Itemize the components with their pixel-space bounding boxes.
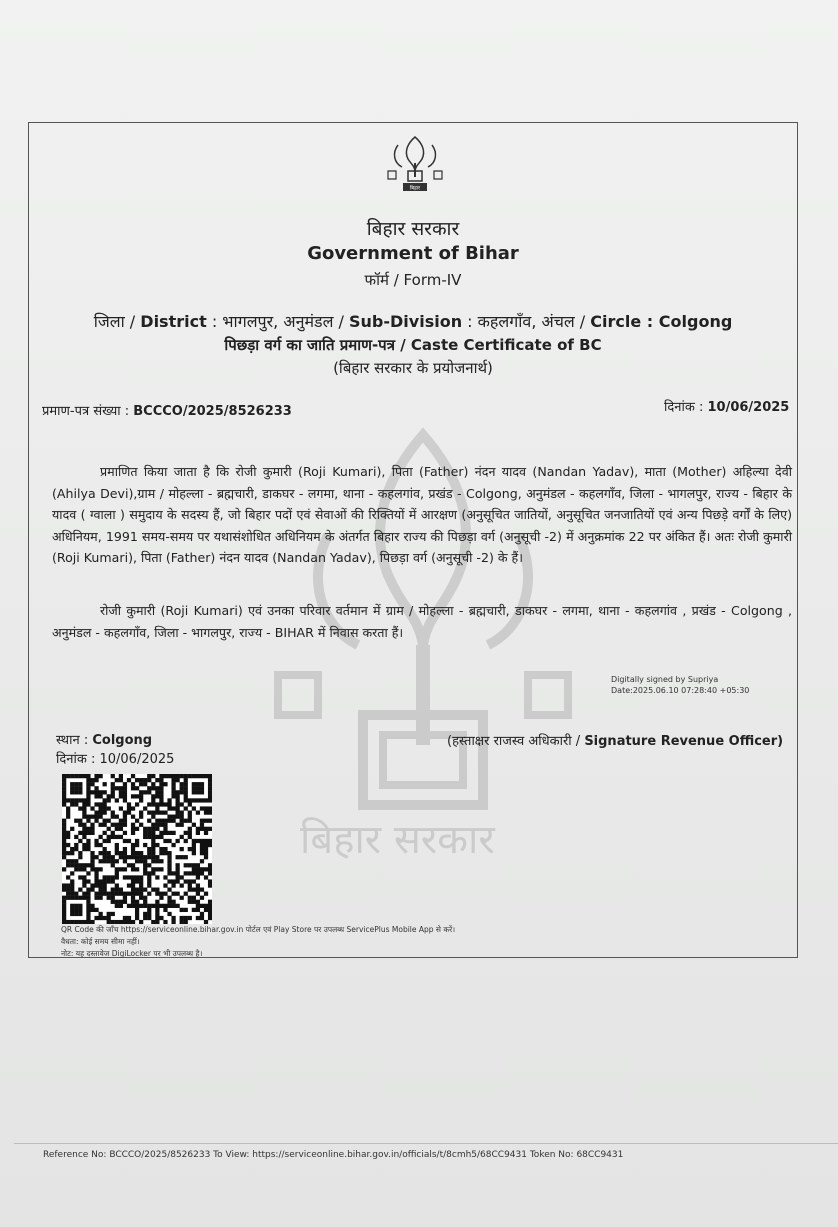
sign-date-label: दिनांक :: [56, 752, 100, 767]
place-label: स्थान :: [56, 733, 93, 748]
circle-label: Circle : Colgong: [590, 312, 733, 331]
officer-english: Signature Revenue Officer): [584, 734, 784, 749]
digital-signature-line2: Date:2025.06.10 07:28:40 +05:30: [611, 686, 750, 695]
place-value: Colgong: [92, 733, 153, 748]
footer-divider: [14, 1143, 838, 1144]
officer-hindi: (हस्ताक्षर राजस्व अधिकारी /: [447, 734, 585, 749]
certificate-type: पिछड़ा वर्ग का जाति प्रमाण-पत्र / Caste Certificate of BC: [224, 336, 602, 354]
title-english: Government of Bihar: [307, 243, 519, 264]
certificate-body-paragraph: प्रमाणित किया जाता है कि रोजी कुमारी (Roji Kumari), पिता (Father) नंदन यादव (Nandan Yadav), माता (Mother) अहिल्या देवी (Ahilya Devi),ग्राम / मोहल्ला - ब्रह्मचारी, डाकघर - लगमा, थाना - कहलगांव, प्रखंड - Colgong, अनुमंडल - कहलगाँव, जिला - भागलपुर, राज्य - बिहार के यादव ( ग्वाला ) समुदाय के सदस्य हैं, जो बिहार पदों एवं सेवाओं की रिक्तियों में आरक्षण (अनुसूचित जातियों, अनुसूचित जनजातियों एवं अन्य पिछड़े वर्गों के लिए) अधिनियम, 1991 समय-समय पर यथासंशोधित अधिनियम के अंतर्गत बिहार राज्य की पिछड़ा वर्ग (अनुसूची -2) में अनुक्रमांक 22 पर अंकित हैं। अतः रोजी कुमारी (Roji Kumari), पिता (Father) नंदन यादव (Nandan Yadav), पिछड़ा वर्ग (अनुसूची -2) के हैं।: [52, 464, 792, 566]
place: [56, 730, 152, 748]
issue-date: [664, 397, 789, 415]
footer-reference: Reference No: BCCCO/2025/8526233 To View: https://serviceonline.bihar.gov.in/officials/t/8cmh5/68CC9431 Token No: 68CC9431: [43, 1150, 624, 1160]
digital-signature: [611, 674, 749, 696]
qr-notes: [61, 924, 455, 960]
bihar-emblem-icon: [384, 133, 446, 193]
subdivision-label: Sub-Division: [349, 312, 463, 331]
district-prefix: जिला /: [93, 312, 141, 331]
certificate-number-value: BCCCO/2025/8526233: [133, 404, 292, 419]
digital-signature-line1: Digitally signed by Supriya: [611, 675, 719, 684]
signature-officer: [447, 731, 783, 749]
certificate-purpose: (बिहार सरकार के प्रयोजनार्थ): [333, 359, 493, 377]
district-label: District: [140, 312, 207, 331]
certificate-number-label: प्रमाण-पत्र संख्या :: [42, 404, 134, 419]
issue-date-value: 10/06/2025: [707, 400, 790, 415]
qr-note-line3: नोट: यह दस्तावेज DigiLocker पर भी उपलब्ध है।: [61, 949, 203, 958]
district-value: : भागलपुर, अनुमंडल /: [206, 312, 349, 331]
qr-note-line1: QR Code की जाँच https://serviceonline.bihar.gov.in पोर्टल एवं Play Store पर उपलब्ध ServicePlus Mobile App से करें।: [61, 925, 456, 934]
form-number: फॉर्म / Form-IV: [364, 271, 462, 289]
residence-paragraph: रोजी कुमारी (Roji Kumari) एवं उनका परिवार वर्तमान में ग्राम / मोहल्ला - ब्रह्मचारी, डाकघर - लगमा, थाना - कहलगांव , प्रखंड - Colgong , अनुमंडल - कहलगाँव, जिला - भागलपुर, राज्य - BIHAR में निवास करता हैं।: [52, 603, 792, 640]
verification-qr-code[interactable]: [62, 774, 212, 924]
certificate-number: [42, 401, 292, 419]
title-hindi: बिहार सरकार: [366, 218, 460, 240]
issue-date-label: दिनांक :: [664, 400, 708, 415]
subdivision-value: : कहलगाँव, अंचल /: [462, 312, 591, 331]
sign-date: [56, 749, 174, 767]
sign-date-value: 10/06/2025: [99, 752, 175, 767]
district-line: [28, 310, 798, 332]
qr-note-line2: वैधता: कोई समय सीमा नहीं।: [61, 937, 140, 946]
watermark-text: बिहार सरकार: [300, 817, 495, 863]
emblem-label: बिहार: [409, 185, 421, 192]
